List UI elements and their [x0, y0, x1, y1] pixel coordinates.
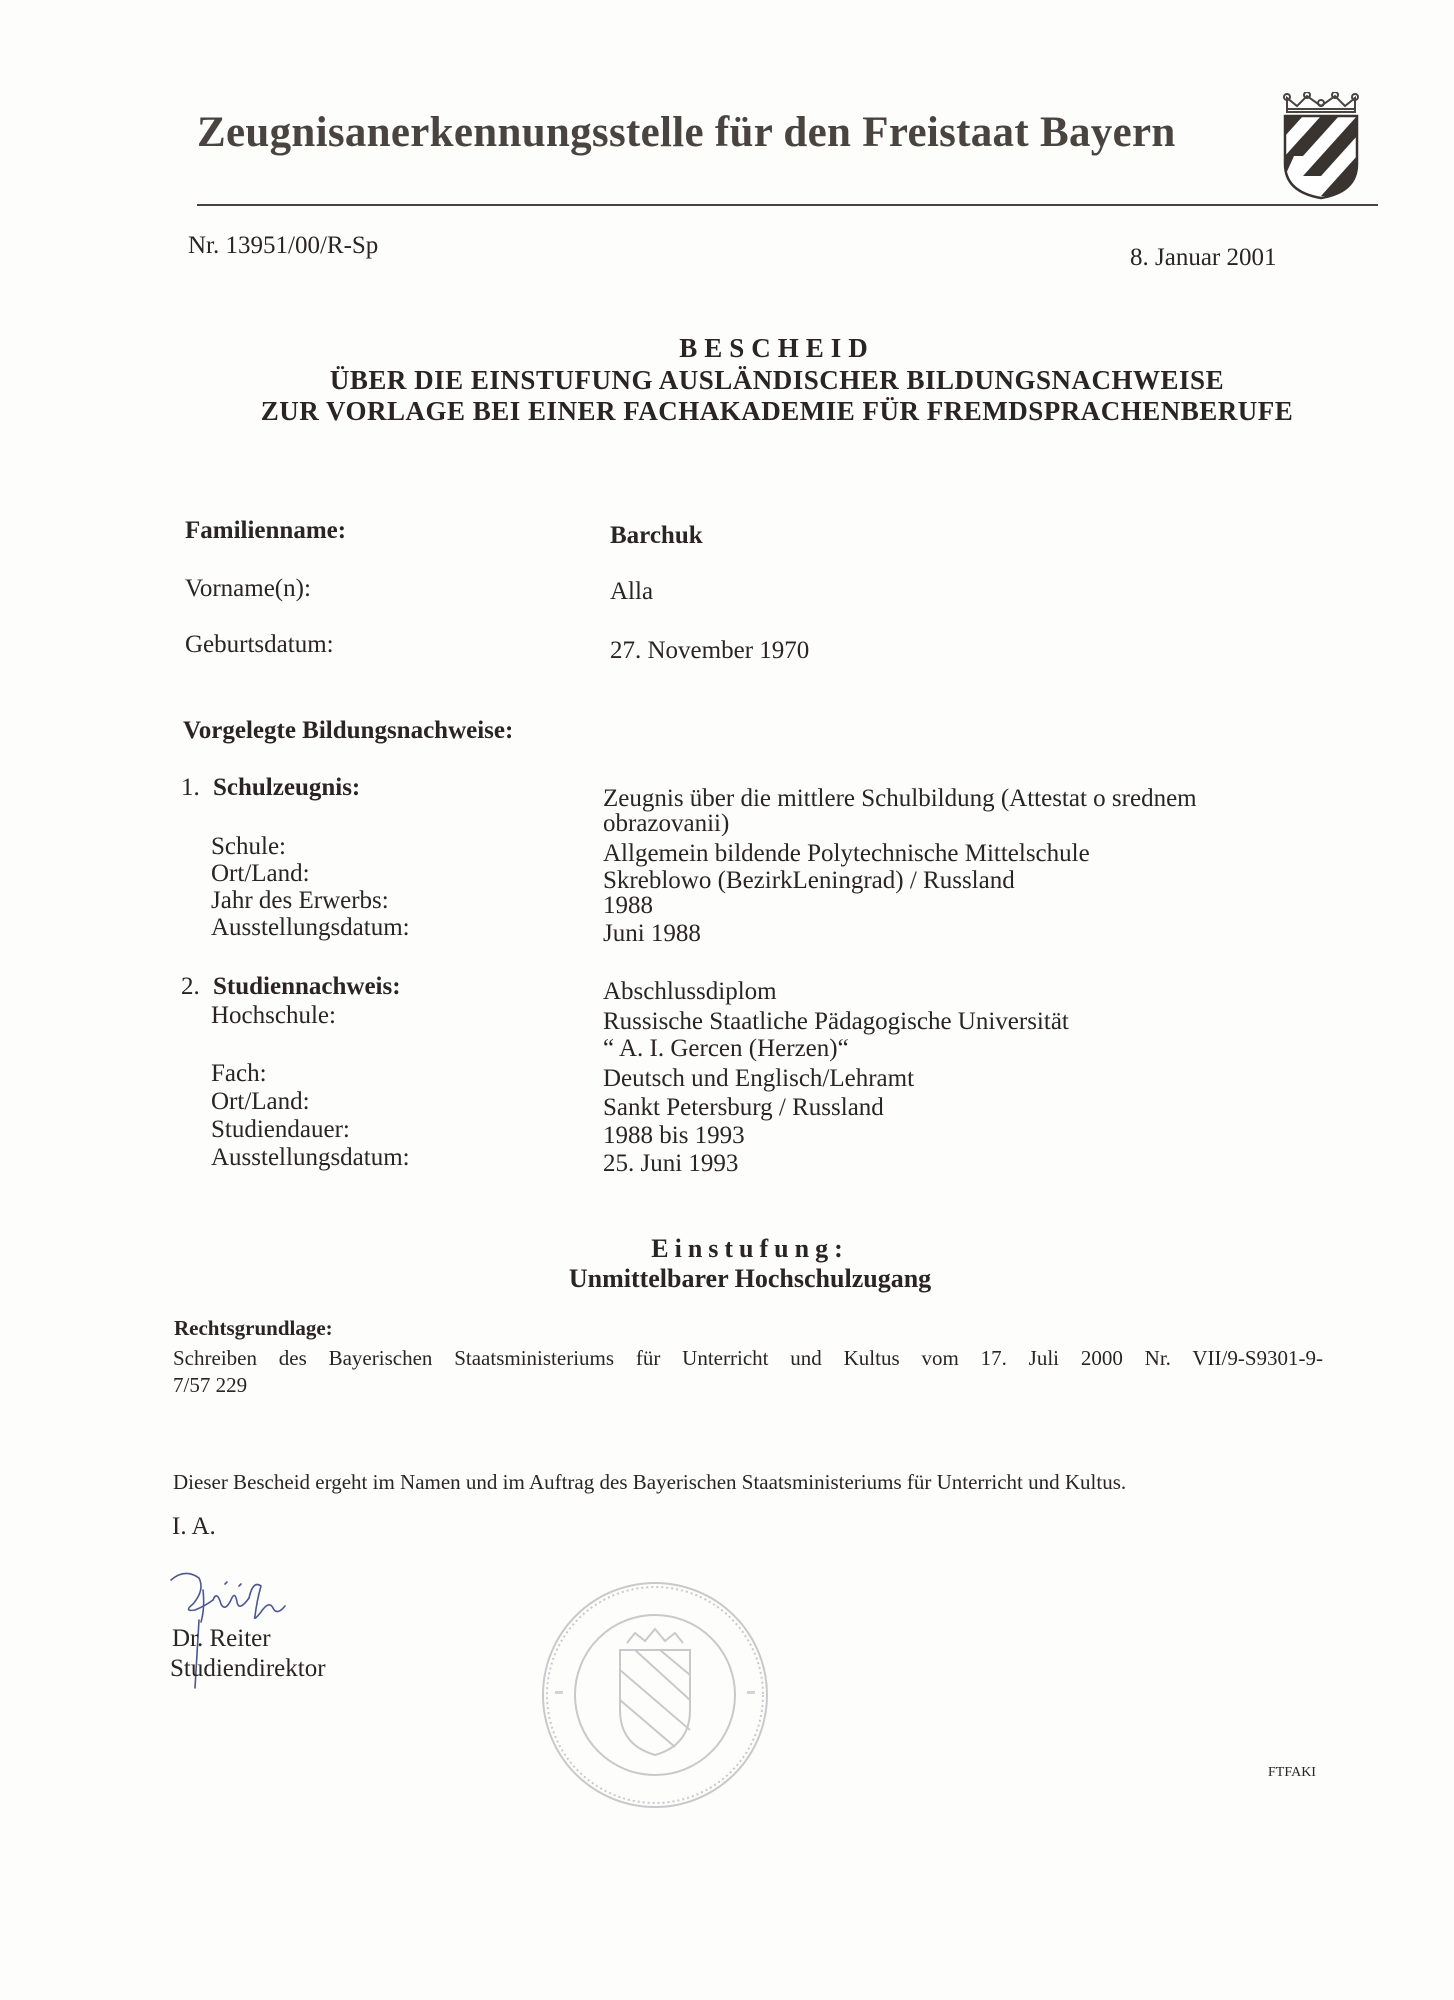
- study-number: 2.: [181, 973, 200, 1000]
- school-name-label: Schule:: [211, 833, 286, 860]
- school-year-value: 1988: [603, 892, 653, 919]
- statement-text: Dieser Bescheid ergeht im Namen und im Auftrag des Bayerischen Staatsministeriums für Unterricht und Kultus.: [173, 1470, 1127, 1494]
- school-certificate-line-1: Zeugnis über die mittlere Schulbildung (Attestat o srednem: [603, 785, 1197, 812]
- heading-line-1: ÜBER DIE EINSTUFUNG AUSLÄNDISCHER BILDUNGSNACHWEISE: [329, 365, 1225, 395]
- study-subject-value: Deutsch und Englisch/Lehramt: [603, 1065, 915, 1092]
- study-issue-label: Ausstellungsdatum:: [211, 1144, 410, 1171]
- study-issue-value: 25. Juni 1993: [603, 1150, 739, 1177]
- school-place-value: Skreblowo (BezirkLeningrad) / Russland: [603, 867, 1015, 894]
- school-issue-label: Ausstellungsdatum:: [211, 914, 410, 941]
- school-title: Schulzeugnis:: [213, 774, 361, 801]
- firstname-value: Alla: [610, 578, 654, 605]
- official-seal-stamp: [535, 1575, 775, 1815]
- study-university-line-1: Russische Staatliche Pädagogische Universität: [603, 1008, 1069, 1035]
- study-duration-label: Studiendauer:: [211, 1116, 350, 1143]
- school-number: 1.: [181, 774, 200, 801]
- reference-number: Nr. 13951/00/R-Sp: [188, 232, 379, 259]
- surname-value: Barchuk: [610, 522, 703, 549]
- documents-section-title: Vorgelegte Bildungsnachweise:: [183, 717, 514, 744]
- on-behalf-abbreviation: I. A.: [172, 1513, 216, 1540]
- firstname-label: Vorname(n):: [185, 575, 311, 602]
- heading-line-2: ZUR VORLAGE BEI EINER FACHAKADEMIE FÜR FREMDSPRACHENBERUFE: [260, 396, 1294, 426]
- legal-basis-label: Rechtsgrundlage:: [174, 1316, 333, 1340]
- birthdate-value: 27. November 1970: [610, 637, 810, 664]
- study-title: Studiennachweis:: [213, 973, 401, 1000]
- classification-result: Unmittelbarer Hochschulzugang: [568, 1264, 932, 1293]
- heading-bescheid: BESCHEID: [679, 333, 875, 363]
- bavarian-crest-icon: [1281, 92, 1361, 200]
- study-duration-value: 1988 bis 1993: [603, 1122, 745, 1149]
- legal-basis-line-2: 7/57 229: [173, 1373, 248, 1397]
- signatory-role: Studiendirektor: [170, 1655, 326, 1682]
- birthdate-label: Geburtsdatum:: [185, 631, 334, 658]
- school-year-label: Jahr des Erwerbs:: [211, 887, 389, 914]
- school-name-value: Allgemein bildende Polytechnische Mittelschule: [603, 840, 1090, 867]
- study-university-line-2: “ A. I. Gercen (Herzen)“: [603, 1035, 849, 1062]
- study-place-label: Ort/Land:: [211, 1088, 310, 1115]
- study-subject-label: Fach:: [211, 1060, 267, 1087]
- study-place-value: Sankt Petersburg / Russland: [603, 1094, 884, 1121]
- school-certificate-line-2: obrazovanii): [603, 810, 730, 837]
- footer-code: FTFAKI: [1268, 1765, 1316, 1780]
- signatory-name: Dr. Reiter: [172, 1625, 271, 1652]
- document-date: 8. Januar 2001: [1130, 244, 1277, 271]
- document-title: Zeugnisanerkennungsstelle für den Freistaat Bayern: [197, 109, 1176, 156]
- school-place-label: Ort/Land:: [211, 860, 310, 887]
- header-divider: [197, 204, 1378, 206]
- surname-label: Familienname:: [185, 517, 347, 544]
- study-university-label: Hochschule:: [211, 1002, 336, 1029]
- study-diploma-value: Abschlussdiplom: [603, 978, 777, 1005]
- school-issue-value: Juni 1988: [603, 920, 701, 947]
- legal-basis-line-1: Schreiben des Bayerischen Staatsministeriums für Unterricht und Kultus vom 17. Juli 2000 Nr. VII/9-S9301-9-: [173, 1346, 1323, 1370]
- legal-basis-text: [173, 1345, 1323, 1399]
- classification-title: Einstufung:: [651, 1234, 849, 1263]
